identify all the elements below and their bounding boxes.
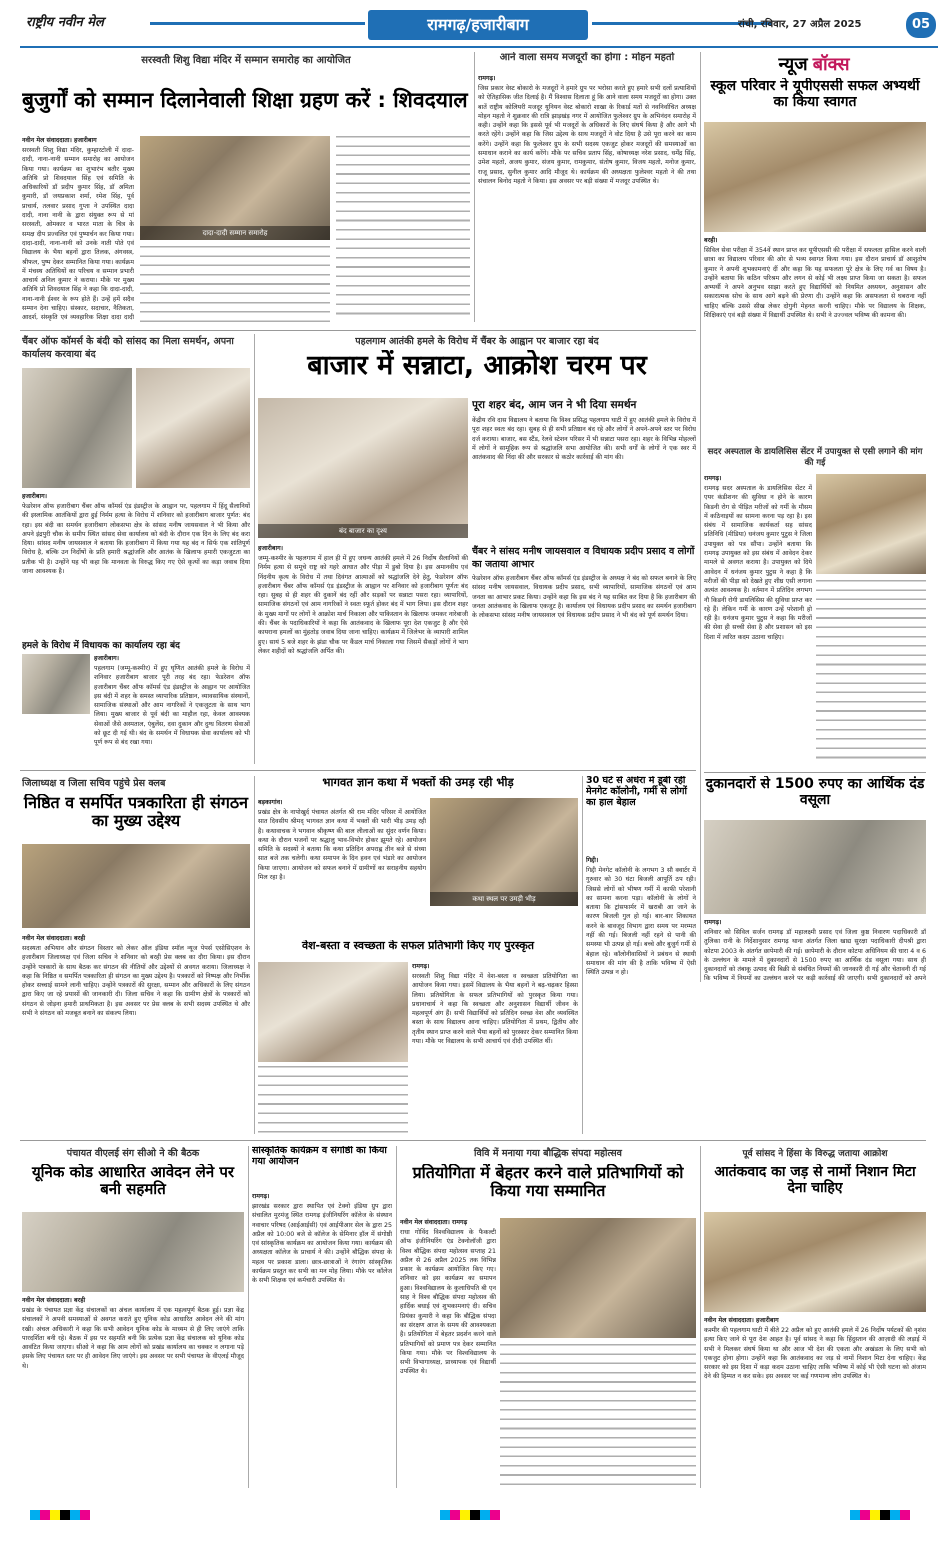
article-body: शनिवार को सिविल सर्जन रामगढ़ डॉ महालक्ष्मी प्रसाद एवं जिला कुष्ठ निवारण पदाधिकारी डॉ तुलिका रानी के निर्देशानुसार रामगढ़ थाना अंतर्गत जिला खाद्य सुरक्षा पदाधिकारी दीपश्री द्वारा कोटपा 2003 के अंतर्गत छापेमारी की गई। छापेमारी के दौरान कोटपा अधिनियम की धारा 4 व 6 के उल्लंघन के मामले में दुकानदारों से 1500 रुपए का आर्थिक दंड वसूला गया। साथ ही दुकानदारों को तंबाकू उत्पाद की बिक्री से संबंधित नियमों की जानकारी दी गई और चेतावनी दी गई कि भविष्य में नियमों का उल्लंघन करने पर कड़ी कार्रवाई की जाएगी। सभी दुकानदारों को अपने: [704, 929, 926, 982]
article-headline: 30 घंटे से अंधेरा में डूबी रही मेनगेट कॉलोनी, गर्मी से लोगों का हाल बेहाल: [586, 776, 687, 808]
masthead: [0, 0, 945, 46]
article-market-closed: [258, 334, 696, 764]
article-headline: भागवत ज्ञान कथा में भक्तों की उमड़ रही भीड़: [322, 776, 514, 789]
article-kicker: सदर अस्पताल के डायलिसिस सेंटर में उपायुक्त से एसी लगाने की मांग की गई: [707, 447, 923, 468]
article-body: कश्मीर की पहलगाम घाटी में बीते 22 अप्रैल को हुए आतंकी हमले में 26 निर्दोष पर्यटकों की नृशंस हत्या किए जाने से पूरा देश आहत है। पूर्व सांसद ने कहा कि हिंदुस्तान की आज़ादी की लड़ाई में सभी ने मिलकर संघर्ष किया था और आज भी देश की एकता और अखंडता के लिए सभी को एकजुट होना होगा। उन्होंने कहा कि आतंकवाद का जड़ से नामों निशान मिटा देना चाहिए। केंद्र सरकार को इस दिशा में कड़ा कदम उठाना चाहिए ताकि भविष्य में कोई भी ऐसी घटना को अंजाम देने की हिम्मत न कर सके। इस अवसर पर कई गणमान्य लोग उपस्थित थे।: [704, 1327, 926, 1381]
article-body: सरस्वती शिशु विद्या मंदिर में वेश-बस्ता व स्वच्छता प्रतियोगिता का आयोजन किया गया। इसमें विद्यालय के भैया बहनों ने बढ़-चढ़कर हिस्सा लिया। प्रतियोगिता के सफल प्रतिभागियों को पुरस्कृत किया गया। प्रधानाचार्य ने कहा कि स्वच्छता और अनुशासन विद्यार्थी जीवन के महत्वपूर्ण अंग हैं। सभी विद्यार्थियों को प्रतिदिन स्वच्छ वेश और व्यवस्थित बस्ता के साथ विद्यालय आना चाहिए। प्रतियोगिता में प्रथम, द्वितीय और तृतीय स्थान प्राप्त करने वाले भैया बहनों को पुरस्कार देकर सम्मानित किया गया। मौके पर विद्यालय के सभी आचार्य एवं दीदी उपस्थित थीं।: [412, 973, 578, 1046]
article-body-col3: [336, 136, 470, 322]
article-dateline: नवीन मेल संवाददाता। बरही: [22, 1297, 86, 1304]
article-terrorism: [704, 1146, 926, 1488]
article-photo: [22, 654, 90, 714]
masthead-divider: [20, 46, 938, 48]
article-body-col2: [500, 1344, 696, 1488]
article-body: फेडरेशन ऑफ हजारीबाग चैंबर ऑफ कॉमर्स एंड इंडस्ट्रीज के आह्वान पर, पहलगाम में हिंदू सैलानियों की इस्लामिक आतंकियों द्वारा हुई निर्मम हत्या के विरोध में शनिवार को हजारीबाग बाजार पूर्णत: बंद रहा। इस बंदी का समर्थन हजारीबाग लोकसभा क्षेत्र के सांसद मनीष जायसवाल ने भी किया और अपने इंद्रपुरी चौक के समीप स्थित सांसद सेवा कार्यालय को बंदी के दौरान एक दिन के लिए बंद करा दिया। सांसद मनीष जायसवाल ने बताया कि हजारीबाग में किया गया यह बंद न सिर्फ एक शांतिपूर्ण विरोध है, बल्कि उन निर्दोषों के प्रति हमारी श्रद्धांजलि और आतंक के खिलाफ हमारी एकजुटता का प्रतीक भी है। उन्होंने यह भी कहा कि मानवता के विरुद्ध किए गए ऐसे कृत्यों का कड़ा जवाब दिया जाना आवश्यक है।: [22, 503, 250, 576]
thanks-body: फेडरेशन ऑफ हजारीबाग चैंबर ऑफ कॉमर्स एंड इंडस्ट्रीज के अध्यक्ष ने बंद को सफल बनाने के लिए सांसद मनीष जायसवाल, विधायक प्रदीप प्रसाद, सभी व्यापारियों, सामाजिक संगठनों एवं आम जनता का आभार प्रकट किया। उन्होंने कहा कि इस बंद ने यह साबित कर दिया है कि हजारीबाग की जनता आतंकवाद के खिलाफ एकजुट है। कार्यालय एवं विधायक प्रदीप प्रसाद का समर्थन हजारीबाग के लोकसभा सांसद मनीष जायसवाल एवं विधायक प्रदीप प्रसाद ने भी बंद को पूर्ण समर्थन दिया।: [472, 575, 696, 620]
article-workers: [478, 52, 696, 328]
side-body: केंद्रीय रवि दास विद्यालय ने बताया कि विश्व प्रसिद्ध पहलगाम घाटी में हुए आतंकी हमले के विरोध में पूरा शहर स्वतः बंद रहा। सुबह से ही सभी प्रतिष्ठान बंद रहे और लोगों ने अपने-अपने स्तर पर विरोध दर्ज कराया। बाजार, बस स्टैंड, रेलवे स्टेशन परिसर में भी सन्नाटा पसरा रहा। शहर के विभिन्न मोहल्लों में लोगों ने सामूहिक रूप से श्रद्धांजलि सभा आयोजित की। सभी वर्गों के लोगों ने एक स्वर में आतंकवाद की निंदा की और सरकार से कठोर कार्रवाई की मांग की।: [472, 417, 696, 462]
article-headline: आतंकवाद का जड़ से नामों निशान मिटा देना चाहिए: [714, 1164, 916, 1197]
column-divider: [700, 1146, 701, 1488]
article-unique-code: [22, 1146, 244, 1488]
article-headline: सांस्कृतिक कार्यक्रम व संगोष्ठी का किया गया आयोजन: [252, 1146, 387, 1167]
article-dateline: हजारीबाग।: [22, 493, 48, 500]
color-swatch: [30, 1510, 90, 1520]
article-bhagwat-katha: [258, 776, 578, 934]
article-dateline: नवीन मेल संवाददाता। हजारीबाग: [704, 1317, 779, 1324]
article-photo: [136, 368, 250, 488]
article-photo: [22, 368, 132, 488]
article-body: जम्मू-कश्मीर के पहलगाम में हाल ही में हुए जघन्य आतंकी हमले में 26 निर्दोष सैलानियों की निर्मम हत्या से समूचे राष्ट्र को गहरे आघात और पीड़ा में डुबो दिया है। इस अमानवीय एवं निंदनीय कृत्य के विरोध में तथा दिवंगत आत्माओं को श्रद्धांजलि देने हेतु, फेडरेशन ऑफ हजारीबाग चैंबर ऑफ कॉमर्स एंड इंडस्ट्रीज के आह्वान पर शनिवार को हजारीबाग पूर्णतः बंद रहा। सुबह से ही शहर की दुकानें बंद रहीं और सड़कों पर सन्नाटा पसरा रहा। व्यापारियों, सामाजिक संगठनों एवं आम नागरिकों ने स्वतः स्फूर्त होकर बंद में भाग लिया। इस दौरान शहर के मुख्य मार्गों पर लोगों ने आक्रोश मार्च निकाला और पाकिस्तान के खिलाफ जमकर नारेबाजी की। चैंबर के पदाधिकारियों ने कहा कि आतंकवाद के खिलाफ पूरा देश एकजुट है और ऐसे कायराना हमलों का मुंहतोड़ जवाब दिया जाना चाहिए। कार्यक्रम में जिलेभर के व्यापारी शामिल हुए। सायं 5 बजे शहर के झंडा चौक पर कैंडल मार्च निकाला गया जिसमें सैकड़ों लोगों ने भाग लेकर शहीदों को श्रद्धांजलि अर्पित की।: [258, 555, 468, 655]
article-body: सिविल सेवा परीक्षा में 354वें स्थान प्राप्त कर यूपीएससी की परीक्षा में सफलता हासिल करने वाली छात्रा का विद्यालय परिवार की ओर से भव्य स्वागत किया गया। इस दौरान प्राचार्य डॉ आशुतोष कुमार ने अपनी शुभकामनाएं दीं और कहा कि यह सफलता पूरे क्षेत्र के लिए गर्व का विषय है। उन्होंने बताया कि कठिन परिश्रम और लगन से कोई भी लक्ष्य प्राप्त किया जा सकता है। सफल अभ्यर्थी ने अपने अनुभव साझा करते हुए विद्यार्थियों को नियमित अध्ययन, अनुशासन और सकारात्मक सोच के साथ आगे बढ़ने की प्रेरणा दी। उन्होंने कहा कि असफलता से घबराना नहीं चाहिए बल्कि उससे सीख लेकर दोगुनी मेहनत करनी चाहिए। मौके पर विद्यालय के शिक्षक, शिक्षिकाएं एवं बड़ी संख्या में विद्यार्थी उपस्थित थे। सभी ने उज्ज्वल भविष्य की कामना की।: [704, 247, 926, 320]
photo-caption: बंद बाजार का दृश्य: [258, 524, 468, 538]
article-kicker: पहलगाम आतंकी हमले के विरोध में चैंबर के आह्वान पर बाजार रहा बंद: [355, 336, 599, 347]
article-headline: वेश-बस्ता व स्वच्छता के सफल प्रतिभागी किए गए पुरस्कृत: [301, 940, 535, 952]
article-body-col2: [816, 580, 926, 766]
article-dateline: बरही।: [704, 237, 718, 244]
article-cleanliness: [258, 940, 578, 1134]
column-divider: [396, 1146, 397, 1488]
article-kicker: सरस्वती शिशु विद्या मंदिर में सम्मान समारोह का आयोजित: [141, 55, 351, 66]
article-body: प्रखंड क्षेत्र के नापोखुर्द पंचायत अंतर्गत श्री राम मंदिर परिसर में आयोजित सात दिवसीय श्रीमद् भागवत ज्ञान कथा में भक्तों की भारी भीड़ उमड़ रही है। कथावाचक ने भगवान श्रीकृष्ण की बाल लीलाओं का सुंदर वर्णन किया। कथा के दौरान भजनों पर श्रद्धालु भाव-विभोर होकर झूमते रहे। आयोजन समिति के सदस्यों ने बताया कि कथा प्रतिदिन अपराह्न तीन बजे से संध्या सात बजे तक चलेगी। कथा समापन के दिन हवन एवं भंडारे का आयोजन किया जाएगा। आयोजन को सफल बनाने में ग्रामीणों का सराहनीय सहयोग मिल रहा है।: [258, 809, 426, 882]
article-kicker: पूर्व सांसद ने हिंसा के विरुद्ध जताया आक्रोश: [742, 1149, 888, 1159]
sub-headline: हमले के विरोध में विधायक का कार्यालय रहा बंद: [22, 641, 180, 651]
article-dateline: गिद्दी।: [586, 857, 599, 864]
print-registration-bar: [0, 1500, 945, 1530]
news-box-kicker: [724, 52, 904, 78]
article-body: राधा गोविंद विश्वविद्यालय के फैकल्टी ऑफ इंजीनियरिंग एंड टेक्नोलॉजी द्वारा विश्व बौद्धिक संपदा महोत्सव सप्ताह 21 अप्रैल से 26 अप्रैल 2025 तक विभिन्न प्रकार के कार्यक्रम आयोजित किए गए। शनिवार को इस कार्यक्रम का समापन हुआ। विश्वविद्यालय के कुलाधिपति बी एन साह ने विश्व बौद्धिक संपदा महोत्सव की हार्दिक बधाई एवं शुभकामनाएं दी। सचिव प्रियंका कुमारी ने कहा कि बौद्धिक संपदा का संरक्षण आज के समय की आवश्यकता है। प्रतियोगिता में बेहतर प्रदर्शन करने वाले प्रतिभागियों को प्रमाण पत्र देकर सम्मानित किया गया। मौके पर विश्वविद्यालय के सभी विभागाध्यक्ष, प्राध्यापक एवं विद्यार्थी उपस्थित थे।: [400, 1229, 496, 1376]
column-divider: [254, 334, 255, 764]
color-swatch: [850, 1510, 910, 1520]
row-divider: [704, 772, 926, 773]
column-divider: [582, 776, 583, 1134]
article-kicker: चैंबर ऑफ कॉमर्स के बंदी को सांसद का मिला समर्थन, अपना कार्यालय करवाया बंद: [22, 336, 234, 360]
section-title: रामगढ़/हजारीबाग: [427, 15, 529, 34]
article-body: गिद्दी मेनगेट कॉलोनी के लगभग 3 सौ क्वार्टर में गुरुवार को 30 घंटा बिजली आपूर्ति ठप रही। जिससे लोगों को भीषण गर्मी में काफी परेशानी का सामना करना पड़ा। कॉलोनी के लोगों ने बताया कि ट्रांसफार्मर में खराबी आ जाने के कारण बिजली गुल हो गई। बार-बार शिकायत करने के बावजूद विभाग द्वारा समय पर मरम्मत नहीं की गई। बिजली नहीं रहने से पानी की समस्या भी उत्पन्न हो गई। बच्चे और बुजुर्ग गर्मी से बेहाल रहे। कॉलोनीवासियों ने प्रबंधन से स्थायी समाधान की मांग की है ताकि भविष्य में ऐसी स्थिति उत्पन्न न हो।: [586, 867, 696, 977]
article-ip-festival: [400, 1146, 696, 1488]
article-photo: [500, 1218, 696, 1338]
article-kicker: जिलाध्यक्ष व जिला सचिव पहुंचे प्रेस क्लब: [22, 778, 166, 789]
sub-body: पहलगाम (जम्मू-कश्मीर) में हुए घृणित आतंकी हमले के विरोध में शनिवार हजारीबाग बाजार पूरी तरह बंद रहा। फेडरेशन ऑफ हजारीबाग चैंबर ऑफ कॉमर्स एंड इंडस्ट्रीज के आह्वान पर आयोजित इस बंदी में शहर के समस्त व्यापारिक प्रतिष्ठान, व्यावसायिक संस्थानों, सामाजिक संस्थाओं और आम नागरिकों ने एकजुटता के साथ भाग लिया। मुख्य बाजार से पूर्व बंदी का माहौल रहा, केवल आवश्यक सेवाओं जैसे अस्पताल, एंबुलेंस, दवा दुकान और दुग्ध वितरण सेवाओं को छूट दी गई थी। बंद के समर्थन में विधायक सेवा कार्यालय को भी पूर्ण रूप से बंद रखा गया।: [94, 665, 250, 747]
article-headline: निष्ठित व समर्पित पत्रकारिता ही संगठन का मुख्य उद्देश्य: [23, 794, 249, 831]
article-cultural: [252, 1146, 392, 1488]
article-dateline: रामगढ़।: [478, 75, 496, 82]
article-body: जिस प्रकार वेस्ट बोकारो के मजदूरों ने हमारे ग्रुप पर भरोसा करते हुए हमारे सभी दलों प्रत्याशियों को ऐतिहासिक जीत दिलाई है। मैं विश्वास दिलाता हूं कि आने वाला समय मजदूरों का होगा। उक्त बातें राष्ट्रीय कोलियरी मजदूर यूनियन वेस्ट बोकारो शाखा के रिकार्ड मतों से नवनिर्वाचित अध्यक्ष मोहन महतो ने शुक्रवार की रात्रि झाड़खंड़ नगर में आयोजित फुलेश्वर ग्रुप के अभिनंदन समारोह में कही। उन्होंने कहा कि इससे पूर्व भी मजदूरों के अधिकारों के लिए संघर्ष किया है और आगे भी करते रहेंगे। उन्होंने कहा कि जिस उद्देश्य के साथ मजदूरों ने वोट दिया है उसे पूरा करने का काम करेंगे। उन्होंने कहा कि फुलेश्वर ग्रुप के सभी सदस्य एकजुट होकर मजदूरों की समस्याओं का समाधान कराने का कार्य करेंगे। मौके पर सचिव प्रताप सिंह, कोषाध्यक्ष नरेश प्रसाद, धर्मेंद्र सिंह, उमेश महतो, अजय कुमार, संजय कुमार, रामकुमार, संतोष कुमार, विजय महतो, मनोज कुमार, राजू प्रसाद, सुनील कुमार आदि मौजूद थे। कार्यक्रम की अध्यक्षता फुलेश्वर महतो ने की तथा संचालन बिनोद महतो ने किया। इस अवसर पर बड़ी संख्या में मजदूर उपस्थित थे।: [478, 85, 696, 185]
article-power-cut: [586, 776, 696, 1134]
article-photo: [22, 844, 250, 928]
article-dateline: नवीन मेल संवाददाता। हजारीबाग: [22, 137, 97, 144]
article-news-box: [704, 52, 926, 442]
article-photo: [704, 122, 926, 232]
article-dateline: रामगढ़।: [252, 1193, 270, 1200]
section-banner: [368, 10, 588, 40]
article-dateline: रामगढ़।: [704, 475, 722, 482]
article-kicker: विवि में मनाया गया बौद्धिक संपदा महोत्सव: [474, 1148, 622, 1159]
paper-name: राष्ट्रीय नवीन मेल: [26, 15, 104, 30]
article-body: रामगढ़ सदर अस्पताल के डायलिसिस सेंटर में एयर कंडीशनर की सुविधा न होने के कारण किडनी रोग से पीड़ित मरीजों को गर्मी के मौसम में कठिनाइयों का सामना करना पड़ रहा है। इस संबंध में सामाजिक कार्यकर्ता सह सांसद प्रतिनिधि (मीडिया) धनंजय कुमार पुटुस ने जिला उपायुक्त को पत्र सौंपा। उन्होंने बताया कि रामगढ़ उपायुक्त को इस संबंध में आवेदन देकर मामले से अवगत कराया है। उपायुक्त को दिये आवेदन में धनंजय कुमार पुटुस ने कहा है कि मरीजों की पीड़ा को देखते हुए शीघ्र एसी लगाना अत्यंत आवश्यक है। वर्तमान में प्रतिदिन लगभग नौ किडनी रोगी डायलिसिस की सुविधा प्राप्त कर रहे हैं। लेकिन गर्मी के कारण उन्हें परेशानी हो रही है। धनंजय कुमार पुटुस ने कहा कि मरीजों की सेवा ही सच्ची सेवा है और प्रशासन को इस दिशा में त्वरित कदम उठाना चाहिए।: [704, 485, 812, 641]
article-body: झारखंड सरकार द्वारा स्थापित एवं टेक्नो इंडिया ग्रुप द्वारा संचालित मुरमंजु स्थित रामगढ़ इंजीनियरिंग कॉलेज के संस्थान नवाचार परिषद (आईआईसी) एवं आईपीआर सेल के द्वारा 25 अप्रैल को 10:00 बजे से कॉलेज के सेमिनार हॉल में संगोष्ठी एवं सांस्कृतिक कार्यक्रम का आयोजन किया गया। कार्यक्रम की अध्यक्षता कॉलेज के प्राचार्य ने की। उन्होंने बौद्धिक संपदा के महत्व पर प्रकाश डाला। छात्र-छात्राओं ने रंगारंग सांस्कृतिक कार्यक्रम प्रस्तुत कर सभी का मन मोह लिया। मौके पर कॉलेज के सभी शिक्षक एवं कर्मचारी उपस्थित थे।: [252, 1203, 392, 1285]
article-fine: [704, 776, 926, 982]
news-box-kicker-b: बॉक्स: [812, 54, 850, 75]
article-photo: [258, 398, 468, 538]
article-chamber-mp: [22, 334, 250, 764]
thanks-headline: चैंबर ने सांसद मनीष जायसवाल व विधायक प्रदीप प्रसाद व लोगों का जताया आभार: [472, 546, 695, 570]
article-body: प्रखंड के पंचायत प्रज्ञा केंद्र संचालकों का अंचल कार्यालय में एक महत्वपूर्ण बैठक हुई। प्रज्ञा केंद्र संचालकों ने अपनी समस्याओं से अवगत कराते हुए यूनिक कोड आधारित आवेदन लेने की मांग रखी। अंचल अधिकारी ने कहा कि सभी आवेदन यूनिक कोड के माध्यम से ही लिए जाएंगे ताकि पारदर्शिता बनी रहे। बैठक में इस पर सहमति बनी कि प्रत्येक प्रज्ञा केंद्र संचालक को यूनिक कोड आवंटित किया जाएगा। सीओ ने कहा कि आम लोगों को प्रखंड कार्यालय का चक्कर न लगाना पड़े इसके लिए पंचायत स्तर पर ही आवेदन लिए जाएंगे। इस अवसर पर सभी पंचायत के वीएलई मौजूद थे।: [22, 1307, 244, 1370]
article-headline: बाजार में सन्नाटा, आक्रोश चरम पर: [307, 350, 647, 381]
page-number-badge: [906, 12, 936, 38]
column-divider: [474, 52, 475, 322]
article-headline: प्रतियोगिता में बेहतर करने वाले प्रतिभागियों को किया गया सम्मानित: [412, 1164, 684, 1201]
article-photo: [816, 474, 926, 574]
page-number: 05: [911, 17, 931, 32]
column-divider: [248, 1146, 249, 1488]
article-photo: [704, 820, 926, 914]
article-body: सरस्वती शिशु विद्या मंदिर, कुम्हारटोली में दादा-दादी, नाना-नानी सम्मान समारोह का आयोजन किया गया। कार्यक्रम का शुभारंभ बतौर मुख्य अतिथि प्रो शिवदयाल सिंह एवं समिति के अधिकारियों डॉ प्रदीप कुमार सिंह, डॉ अमिता कुमारी, डॉ जयप्रकाश शर्मा, रमेश सिंह, पूर्व प्राचार्य, तलवार प्रसाद गुप्ता ने उपस्थित दादा दादी, नाना नानी के द्वारा संयुक्त रूप से मां सरस्वती, ओमकार व भारत माता के चित्र के समक्ष दीप प्रज्वलित एवं पुष्पार्चन कर किया गया। दादा-दादी, नाना-नानी को उनके नाती पोते एवं विद्यालय के भैया बहनों द्वारा तिलक, अंगवस्त्र, श्रीफल, पुष्प देकर सम्मानित किया गया। कार्यक्रम में मंचस्थ अतिथियों का परिचय व सम्मान प्रभारी आचार्य अनिल कुमार ने कराया। मौके पर मुख्य अतिथि प्रो शिवदयाल सिंह ने कहा कि दादा-दादी, नाना-नानी ईश्वर के रूप होते हैं। उन्हें हमें सदैव सम्मान देना चाहिए। संस्कार, सदाचार, नैतिकता, आदर्श, संस्कृति एवं व्यवहारिक शिक्षा दादा दादी: [22, 147, 134, 322]
article-kicker: पंचायत वीएलई संग सीओ ने की बैठक: [66, 1148, 200, 1159]
article-dateline: नवीन मेल संवाददाता। रामगढ़: [400, 1219, 468, 1226]
news-box-kicker-a: न्यूज: [778, 54, 808, 75]
article-photo: [704, 1212, 926, 1312]
article-dateline: रामगढ़।: [412, 963, 430, 970]
column-divider: [700, 52, 701, 982]
article-dateline: हजारीबाग।: [258, 545, 284, 552]
article-photo: [140, 136, 330, 240]
row-divider: [20, 330, 696, 331]
article-headline: यूनिक कोड आधारित आवेदन लेने पर बनी सहमति: [31, 1164, 235, 1199]
date-line: रांची, रविवार, 27 अप्रैल 2025: [738, 19, 862, 30]
article-dateline: बड़कागांव।: [258, 799, 283, 806]
article-headline: आने वाला समय मजदूरों का होगा : मोहन महतो: [499, 52, 675, 63]
column-divider: [254, 776, 255, 1134]
photo-caption: कथा स्थल पर उमड़ी भीड़: [430, 892, 578, 906]
side-headline: पूरा शहर बंद, आम जन ने भी दिया समर्थन: [472, 399, 637, 411]
article-dateline: रामगढ़।: [704, 919, 722, 926]
row-divider: [20, 770, 696, 771]
article-headline: बुजुर्गों को सम्मान दिलानेवाली शिक्षा ग्रहण करें : शिवदयाल: [22, 88, 468, 112]
article-body-col2: [258, 1066, 408, 1134]
article-press-club: [22, 776, 250, 1134]
row-divider: [20, 1140, 926, 1141]
article-photo: [22, 1212, 244, 1292]
photo-caption: दादा-दादी सम्मान समारोह: [140, 226, 330, 240]
article-body: सदस्यता अभियान और संगठन विस्तार को लेकर ऑल इंडिया स्मॉल न्यूज पेपर्स एसोसिएशन के हजारीबाग जिलाध्यक्ष एवं जिला सचिव ने शनिवार को बरही प्रेस क्लब का दौरा किया। इस दौरान उन्होंने पत्रकारों के साथ बैठक कर संगठन की नीतियों और उद्देश्यों से अवगत कराया। जिलाध्यक्ष ने कहा कि निष्ठित व समर्पित पत्रकारिता ही संगठन का मुख्य उद्देश्य है। पत्रकारों को निष्पक्ष और निर्भीक होकर सच्चाई सामने लानी चाहिए। उन्होंने पत्रकारों की सुरक्षा, सम्मान और अधिकारों के लिए संगठन द्वारा किए जा रहे प्रयासों की जानकारी दी। जिला सचिव ने कहा कि ग्रामीण क्षेत्रों के पत्रकारों को संगठन से जोड़ना हमारी प्राथमिकता है। इस अवसर पर प्रेस क्लब के सभी सदस्य उपस्थित थे और सभी ने संगठन को मजबूत बनाने का संकल्प लिया।: [22, 945, 250, 1018]
article-dialysis: [704, 446, 926, 766]
article-school-honor: [22, 52, 470, 322]
color-swatch: [440, 1510, 500, 1520]
article-headline: दुकानदारों से 1500 रुपए का आर्थिक दंड वसूला: [705, 776, 925, 809]
article-dateline: नवीन मेल संवाददाता। बरही: [22, 935, 86, 942]
article-body-col2: [140, 246, 330, 322]
article-headline: स्कूल परिवार ने यूपीएससी सफल अभ्यर्थी का किया स्वागत: [710, 78, 920, 111]
sub-dateline: हजारीबाग।: [94, 655, 120, 662]
article-photo: [430, 798, 578, 906]
article-photo: [258, 962, 408, 1062]
masthead-left-rule: [150, 22, 365, 25]
